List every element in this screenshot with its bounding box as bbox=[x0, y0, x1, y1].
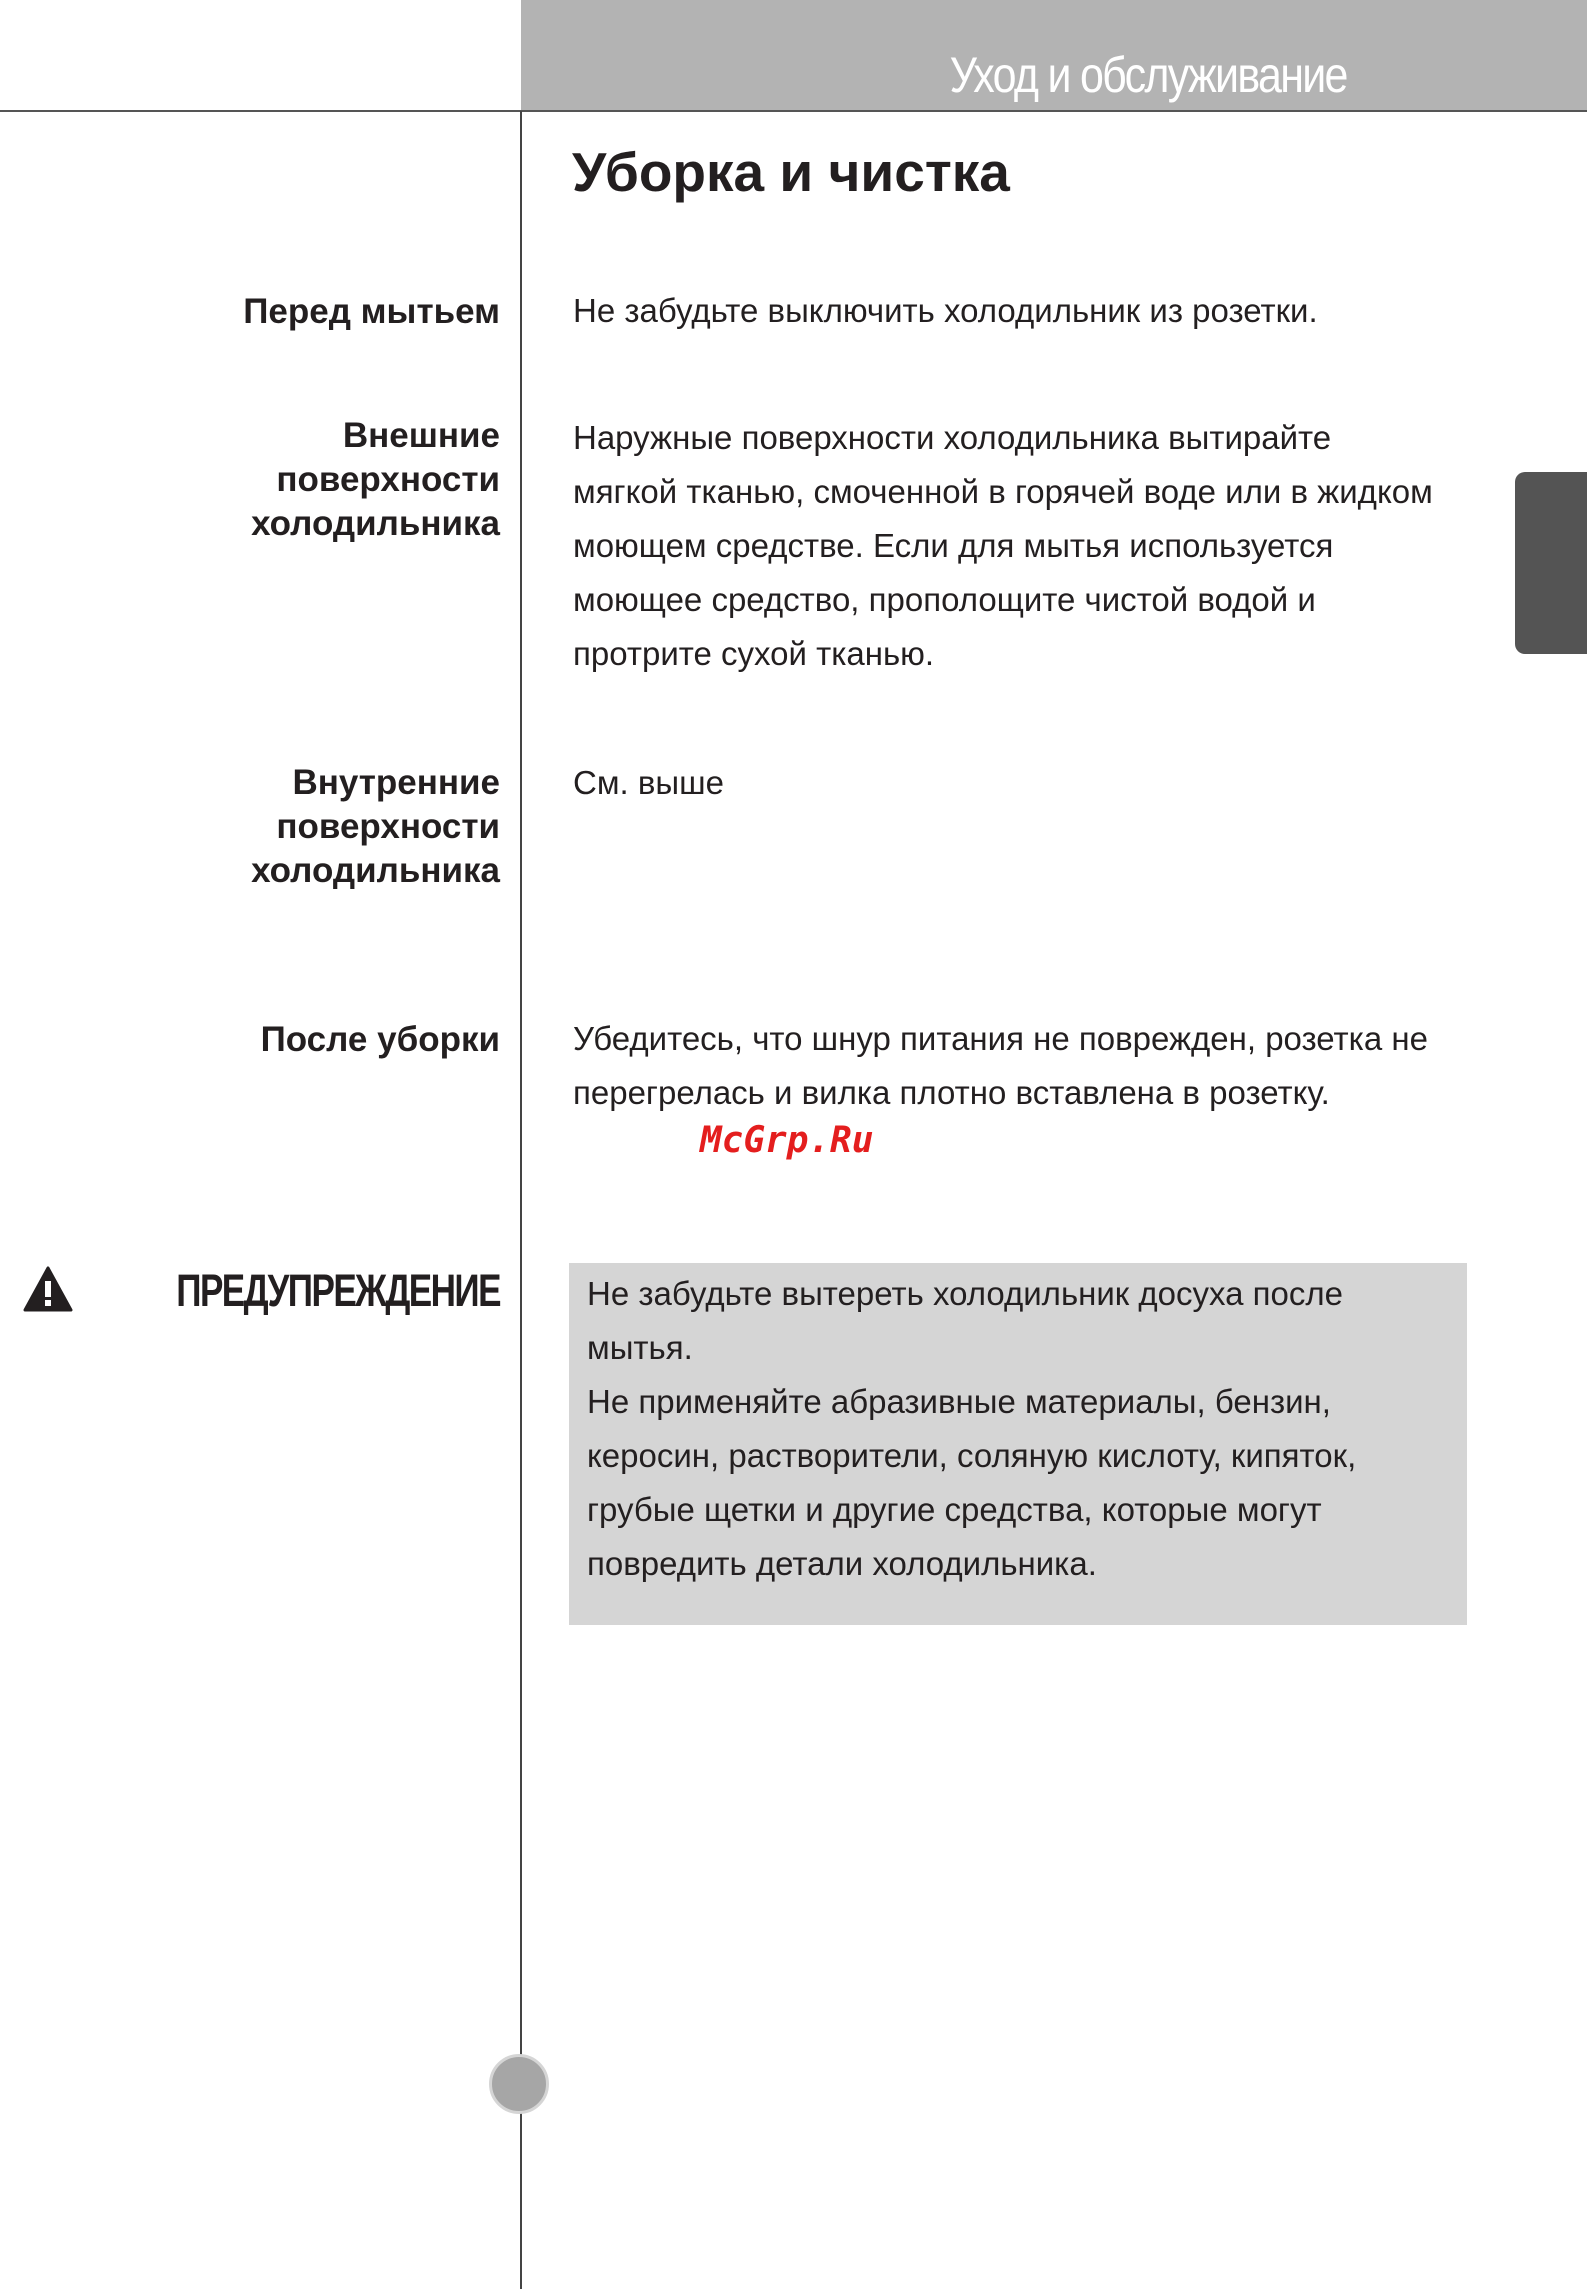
chapter-tab bbox=[1515, 472, 1587, 654]
section-label-interior: Внутренние поверхности холодильника bbox=[251, 763, 500, 890]
header-rule bbox=[0, 110, 1587, 112]
section-text-before-washing: Не забудьте выключить холодильник из розетки. bbox=[573, 292, 1318, 329]
section-text-interior: См. выше bbox=[573, 764, 724, 801]
page-marker bbox=[489, 2054, 549, 2114]
page-title: Уборка и чистка bbox=[572, 141, 1010, 203]
column-divider bbox=[520, 111, 522, 2289]
section-label-exterior: Внешние поверхности холодильника bbox=[251, 416, 500, 543]
warning-line: Не забудьте вытереть холодильник досуха после мытья. bbox=[587, 1275, 1343, 1366]
warning-label-text: ПРЕДУПРЕЖДЕНИЕ bbox=[176, 1265, 500, 1316]
section-text-exterior: Наружные поверхности холодильника вытирайте мягкой тканью, смоченной в горячей воде или в жидком моющем средстве. Если для мытья используется моющее средство, прополощите чистой водой и протрите сухой тканью. bbox=[573, 419, 1433, 672]
watermark: McGrp.Ru bbox=[700, 1120, 874, 1161]
section-label-after-cleaning: После уборки bbox=[260, 1020, 500, 1059]
warning-line: Не применяйте абразивные материалы, бензин, керосин, растворители, соляную кислоту, кипяток, грубые щетки и другие средства, которые могут повредить детали холодильника. bbox=[587, 1383, 1357, 1582]
warning-triangle-icon bbox=[23, 1266, 73, 1317]
section-text-after-cleaning: Убедитесь, что шнур питания не поврежден, розетка не перегрелась и вилка плотно вставлена в розетку. bbox=[573, 1020, 1428, 1111]
section-label-before-washing: Перед мытьем bbox=[243, 292, 500, 331]
header-title: Уход и обслуживание bbox=[949, 47, 1347, 103]
warning-label bbox=[23, 1265, 500, 1317]
warning-text bbox=[587, 1267, 1457, 1591]
